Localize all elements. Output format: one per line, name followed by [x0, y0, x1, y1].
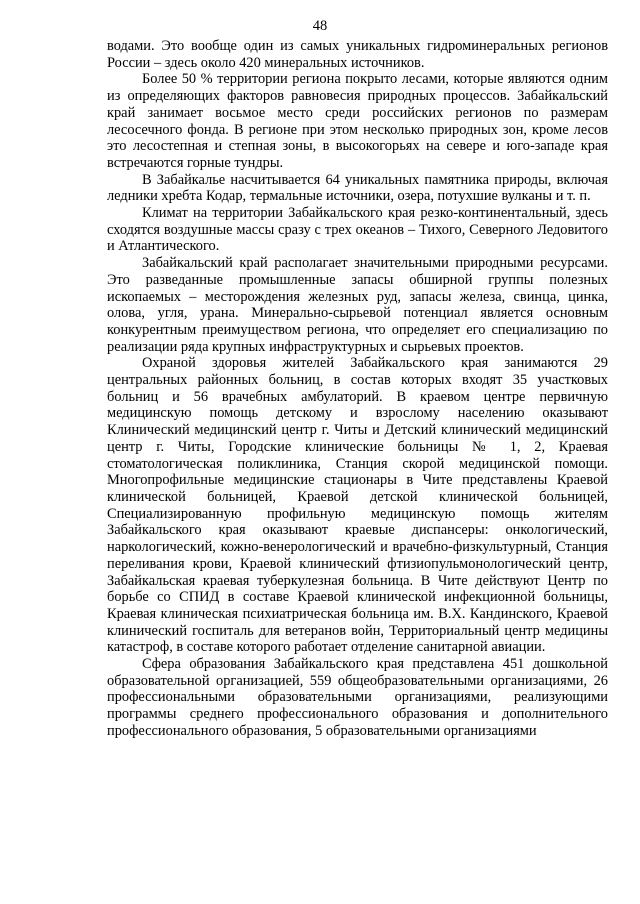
- body-text: [107, 38, 608, 740]
- paragraph-healthcare: Охраной здоровья жителей Забайкальского края занимаются 29 центральных районных больниц, в состав которых входят 35 участковых больниц и 56 врачебных амбулаторий. В краевом центре первичную медицинскую помощь детскому и взрослому населению оказывают Клинический медицинский центр г. Читы и Детский клинический медицинский центр г. Читы, Городские клинические больницы № 1, 2, Краевая стоматологическая поликлиника, Станция скорой медицинской помощи. Многопрофильные медицинские стационары в Чите представлены Краевой клинической больницей, Краевой детской клинической больницей, Специализированную профильную медицинскую помощь жителям Забайкальского края оказывают краевые диспансеры: онкологический, наркологический, кожно-венерологический и врачебно-физкультурный, Станция переливания крови, Краевой клинический фтизиопульмонологический центр, Забайкальская краевая туберкулезная больница. В Чите действуют Центр по борьбе со СПИД в составе Краевой клинической инфекционной больницы, Краевая клиническая психиатрическая больница им. В.Х. Кандинского, Краевой клинический госпиталь для ветеранов войн, Территориальный центр медицины катастроф, в составе которого работает отделение санитарной авиации.: [107, 355, 608, 656]
- paragraph-education: Сфера образования Забайкальского края представлена 451 дошкольной образовательной организацией, 559 общеобразовательными организациями, 26 профессиональными образовательными организациями, реализующими программы среднего профессионального образования и дополнительного профессионального образования, 5 образовательными организациями: [107, 656, 608, 739]
- paragraph-nature-monuments: В Забайкалье насчитывается 64 уникальных памятника природы, включая ледники хребта Кодар, термальные источники, озера, потухшие вулканы и т. п.: [107, 171, 608, 205]
- page-number: 48: [312, 18, 328, 34]
- paragraph-climate: Климат на территории Забайкальского края резко-континентальный, здесь сходятся воздушные массы сразу с трех океанов – Тихого, Северного Ледовитого и Атлантического.: [107, 205, 608, 255]
- paragraph-natural-resources: Забайкальский край располагает значительными природными ресурсами. Это разведанные промышленные запасы обширной группы полезных ископаемых – месторождения железных руд, запасы железа, свинца, цинка, олова, угля, урана. Минерально-сырьевой потенциал является основным конкурентным преимуществом региона, что определяет его специализацию по реализации ряда крупных инфраструктурных и сырьевых проектов.: [107, 255, 608, 355]
- paragraph-forests: Более 50 % территории региона покрыто лесами, которые являются одним из определяющих факторов равновесия природных процессов. Забайкальский край занимает восьмое место среди российских регионов по размерам лесосечного фонда. В регионе при этом несколько природных зон, кроме лесов это лесостепная и степная зоны, в высокогорьях на севере и юго-западе края встречаются горные тундры.: [107, 71, 608, 171]
- paragraph-mineral-springs: водами. Это вообще один из самых уникальных гидроминеральных регионов России – здесь около 420 минеральных источников.: [107, 38, 608, 71]
